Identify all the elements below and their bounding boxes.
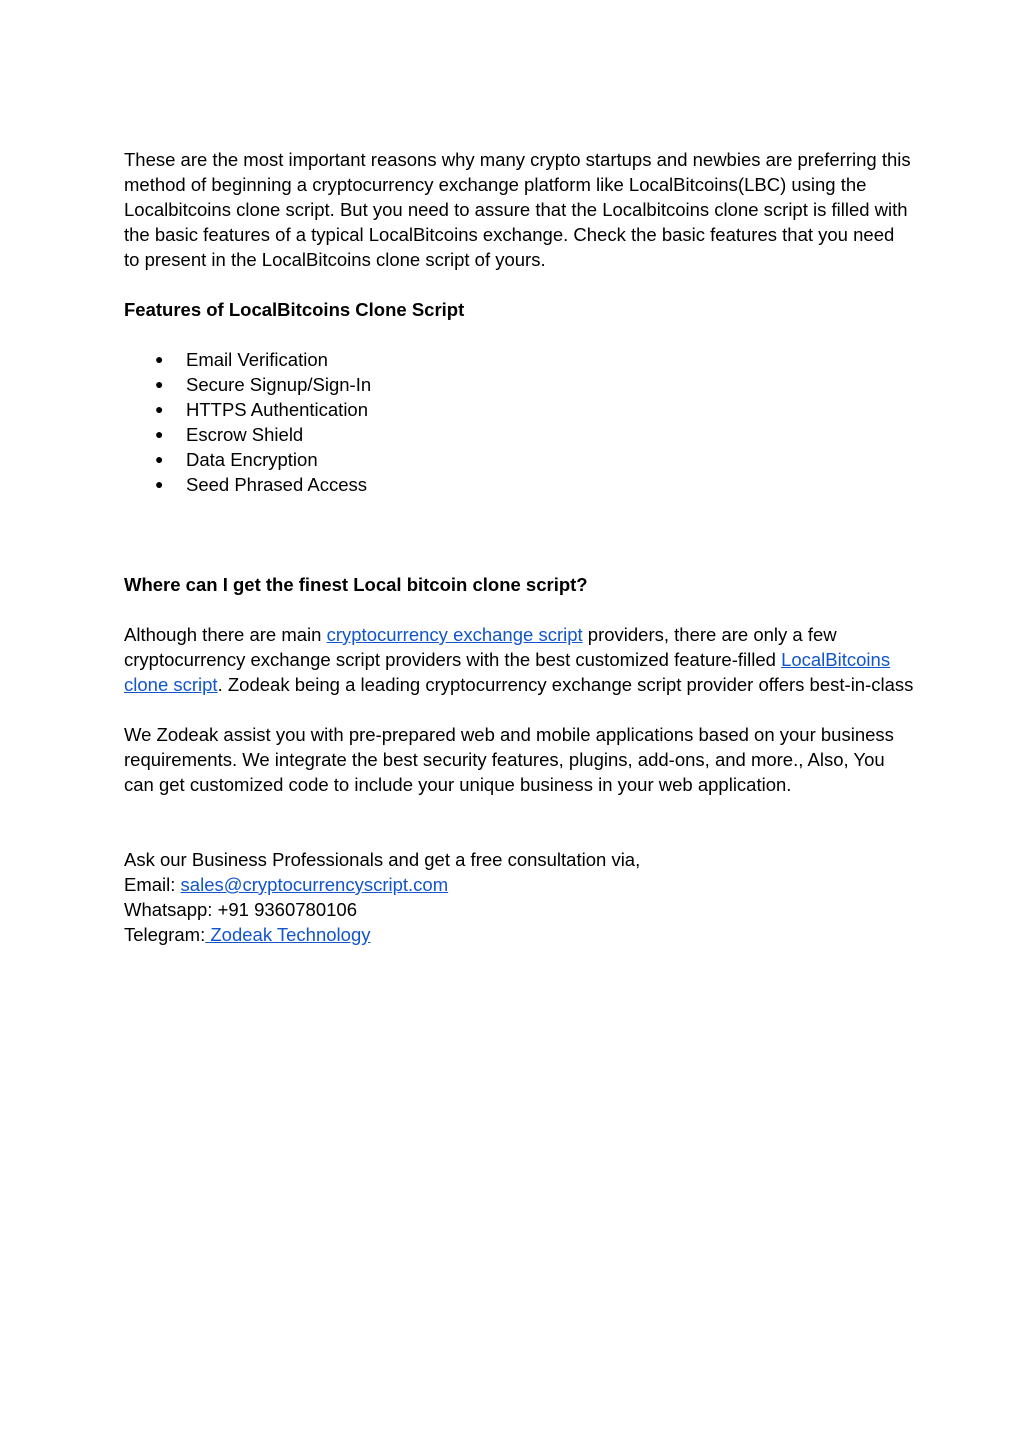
document-body: [124, 147, 914, 947]
feature-label: HTTPS Authentication: [186, 399, 369, 420]
list-item: [124, 472, 914, 497]
spacer: [124, 697, 914, 722]
telegram-label: Telegram:: [124, 924, 206, 945]
features-heading: Features of LocalBitcoins Clone Script: [124, 299, 465, 320]
bullet-icon: ●: [155, 451, 164, 467]
features-list: [124, 347, 914, 497]
list-item: [124, 347, 914, 372]
providers-text-3: . Zodeak being a leading cryptocurrency exchange script provider offers best-in-class: [217, 674, 914, 695]
bullet-icon: ●: [155, 426, 164, 442]
providers-text-1: Although there are main: [124, 624, 327, 645]
feature-label: Escrow Shield: [186, 424, 304, 445]
intro-paragraph: These are the most important reasons why many crypto startups and newbies are preferring this method of beginning a cryptocurrency exchange platform like LocalBitcoins(LBC) using the Localbitcoins clone script. But you need to assure that the Localbitcoins clone script is filled with the basic features of a typical LocalBitcoins exchange. Check the basic features that you need to present in the LocalBitcoins clone script of yours.: [124, 149, 911, 270]
bullet-icon: ●: [155, 476, 164, 492]
feature-label: Seed Phrased Access: [186, 474, 367, 495]
bullet-icon: ●: [155, 351, 164, 367]
list-item: [124, 397, 914, 422]
feature-label: Email Verification: [186, 349, 328, 370]
list-item: [124, 422, 914, 447]
zodeak-paragraph: We Zodeak assist you with pre-prepared web and mobile applications based on your business requirements. We integrate the best security features, plugins, add-ons, and more., Also, You can get customized code to include your unique business in your web application.: [124, 724, 894, 795]
spacer: [124, 597, 914, 622]
bullet-icon: ●: [155, 376, 164, 392]
email-label: Email:: [124, 874, 181, 895]
list-item: [124, 372, 914, 397]
localbitcoins-clone-script-link[interactable]: LocalBitcoins clone script: [124, 649, 891, 695]
email-link[interactable]: sales@cryptocurrencyscript.com: [180, 874, 449, 895]
spacer: [124, 272, 914, 297]
providers-paragraph: [124, 622, 914, 697]
contact-telegram: [124, 922, 914, 947]
contact-email: [124, 872, 914, 897]
contact-intro: Ask our Business Professionals and get a free consultation via,: [124, 849, 641, 870]
bullet-icon: ●: [155, 401, 164, 417]
contact-whatsapp: Whatsapp: +91 9360780106: [124, 899, 357, 920]
feature-label: Secure Signup/Sign-In: [186, 374, 372, 395]
spacer: [124, 322, 914, 347]
spacer: [124, 797, 914, 847]
where-heading: Where can I get the finest Local bitcoin clone script?: [124, 574, 588, 595]
providers-text-2: providers, there are only a few cryptocurrency exchange script providers with the best customized feature-filled: [124, 624, 837, 670]
list-item: [124, 447, 914, 472]
feature-label: Data Encryption: [186, 449, 318, 470]
telegram-link[interactable]: Zodeak Technology: [205, 924, 371, 945]
spacer: [124, 497, 914, 572]
cryptocurrency-exchange-script-link[interactable]: cryptocurrency exchange script: [326, 624, 583, 645]
